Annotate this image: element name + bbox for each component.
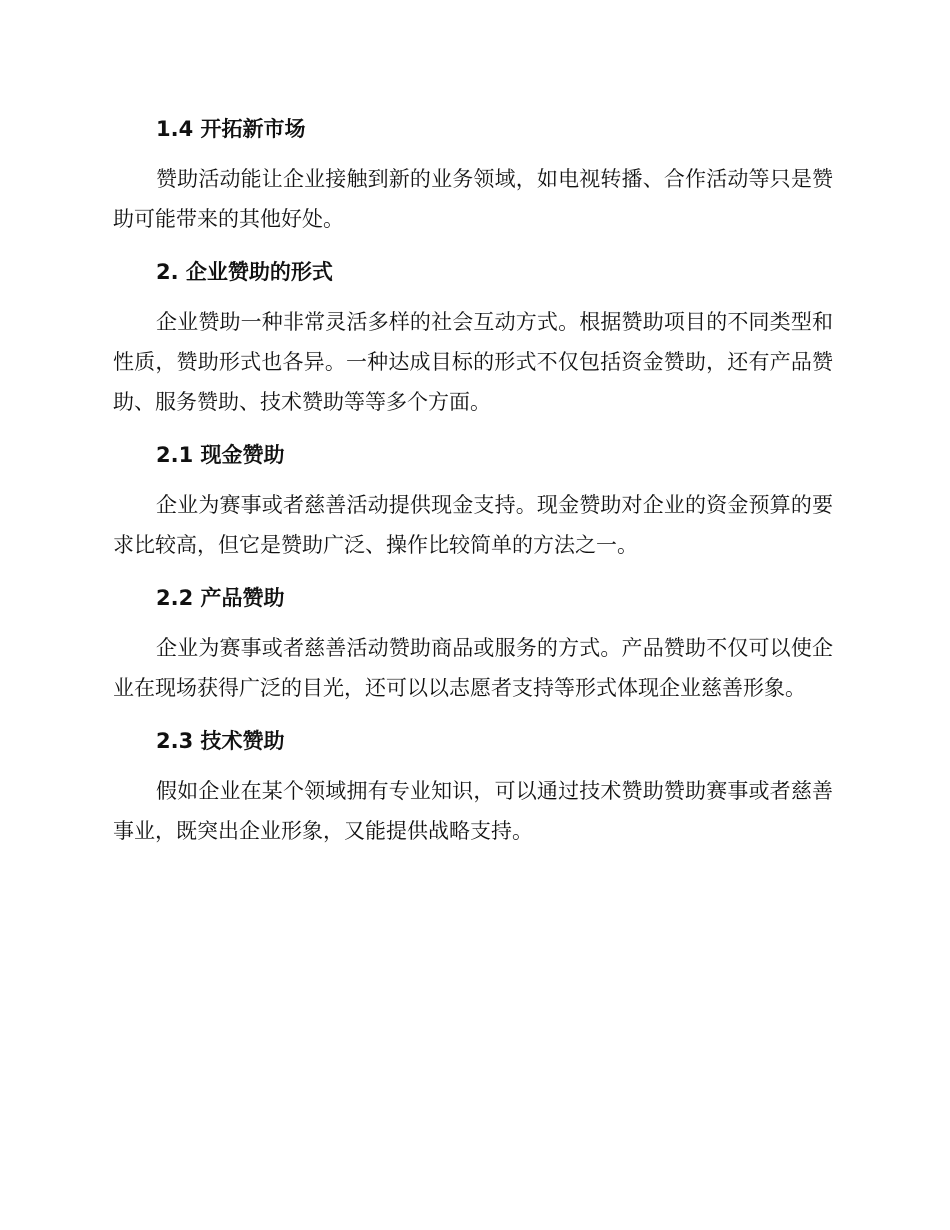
document-body [113,113,833,851]
section-paragraph-1-4: 赞助活动能让企业接触到新的业务领域，如电视转播、合作活动等只是赞助可能带来的其他好处。 [113,167,833,231]
section-paragraph-2-2: 企业为赛事或者慈善活动赞助商品或服务的方式。产品赞助不仅可以使企业在现场获得广泛的目光，还可以以志愿者支持等形式体现企业慈善形象。 [113,636,833,700]
section-heading-2-3: 2.3 技术赞助 [156,729,285,753]
section-heading-2: 2. 企业赞助的形式 [156,260,333,284]
section-heading-2-2: 2.2 产品赞助 [156,586,285,610]
section-paragraph-2-1: 企业为赛事或者慈善活动提供现金支持。现金赞助对企业的资金预算的要求比较高，但它是赞助广泛、操作比较简单的方法之一。 [113,493,833,557]
section-paragraph-2-3: 假如企业在某个领域拥有专业知识，可以通过技术赞助赞助赛事或者慈善事业，既突出企业形象，又能提供战略支持。 [113,779,833,843]
section-heading-1-4: 1.4 开拓新市场 [156,117,306,141]
section-heading-2-1: 2.1 现金赞助 [156,443,285,467]
section-paragraph-2: 企业赞助一种非常灵活多样的社会互动方式。根据赞助项目的不同类型和性质，赞助形式也各异。一种达成目标的形式不仅包括资金赞助，还有产品赞助、服务赞助、技术赞助等等多个方面。 [113,310,833,414]
